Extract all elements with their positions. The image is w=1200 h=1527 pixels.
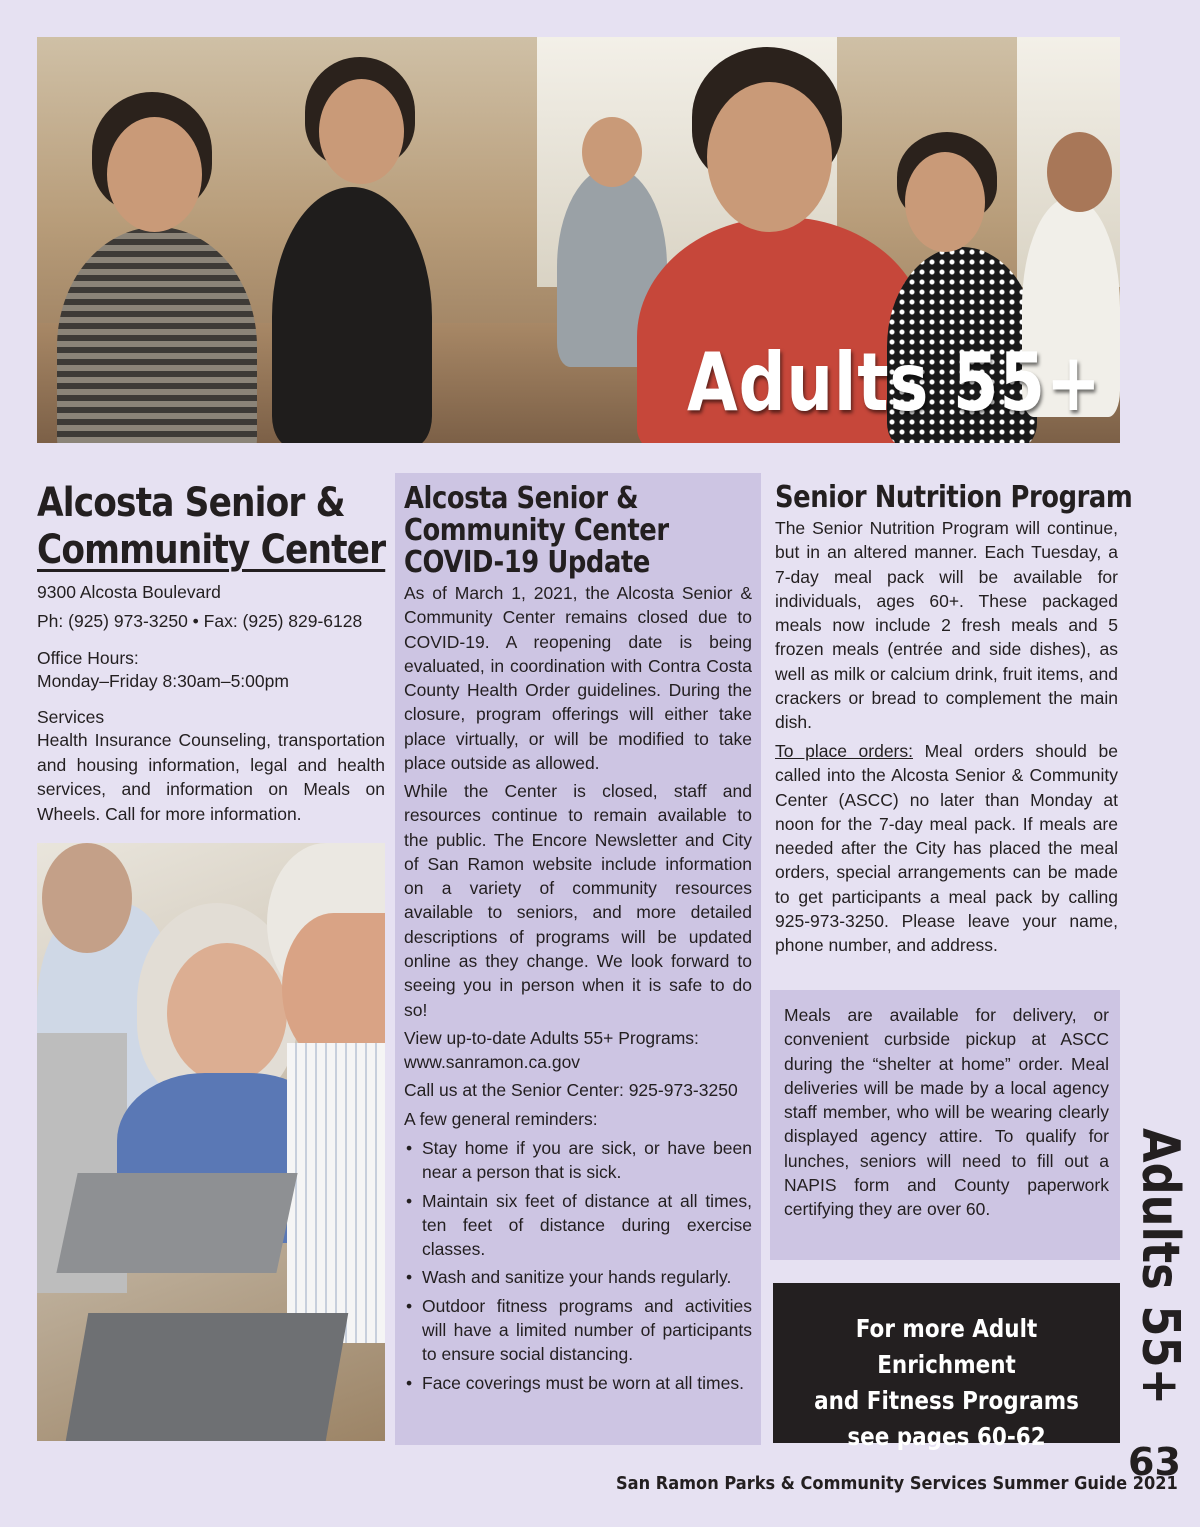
seniors-laptop-photo [37, 843, 385, 1441]
center-phone-fax: Ph: (925) 973-3250 • Fax: (925) 829-6128 [37, 611, 363, 631]
section-side-tab [1128, 1128, 1198, 1406]
list-item: • Maintain six feet of distance at all times, ten feet of distance during exercise classes. [404, 1189, 752, 1262]
covid-title-line2: Community Center [404, 513, 669, 548]
office-hours-label: Office Hours: [37, 648, 139, 668]
center-title-line2: Community Center [37, 527, 386, 573]
covid-programs-link-text: View up-to-date Adults 55+ Programs: www.sanramon.ca.gov [404, 1028, 699, 1073]
hero-photo [37, 37, 1120, 443]
services-text: Health Insurance Counseling, transportation and housing information, legal and health services, and information on Meals on Wheels. Call for more information. [37, 730, 385, 824]
list-item: • Stay home if you are sick, or have been near a person that is sick. [404, 1136, 752, 1185]
side-tab-label: Adults 55+ [1130, 1128, 1190, 1406]
center-title-line1: Alcosta Senior & [37, 480, 345, 526]
center-address: 9300 Alcosta Boulevard [37, 582, 221, 602]
more-programs-callout [773, 1283, 1120, 1451]
orders-label: To place orders: [775, 741, 913, 761]
covid-title-line3: COVID-19 Update [404, 545, 650, 580]
services-label: Services [37, 707, 105, 727]
hero-title: Adults 55+ [687, 336, 1102, 429]
nutrition-title: Senior Nutrition Program [775, 480, 1133, 515]
callout-line3: see pages 60-62 [847, 1422, 1046, 1451]
nutrition-orders-paragraph [775, 739, 1118, 958]
list-item: • Wash and sanitize your hands regularly. [404, 1265, 752, 1289]
center-title [37, 480, 386, 574]
covid-paragraph-1: As of March 1, 2021, the Alcosta Senior & Community Center remains closed due to COVID-19. A reopening date is being evaluated, in coordination with Contra Costa County Health Order guidelines. During the closure, program offerings will either take place virtually, or will be modified to take place outside as allowed. [404, 583, 752, 774]
callout-line1: For more Adult Enrichment [855, 1314, 1038, 1379]
callout-line2: and Fitness Programs [814, 1386, 1079, 1415]
covid-title-line1: Alcosta Senior & [404, 481, 639, 516]
reminders-list [404, 1136, 752, 1399]
meals-delivery-text: Meals are available for delivery, or convenient curbside pickup at ASCC during the “shelter at home” order. Meal deliveries will be made by a local agency staff member, who will be wearing clearly displayed agency attire. To qualify for lunches, seniors will need to fill out a NAPIS form and County paperwork certifying they are over 60. [784, 1005, 1109, 1220]
page-number: 63 [1128, 1440, 1181, 1484]
footer-publication: San Ramon Parks & Community Services Summer Guide 2021 [616, 1473, 1178, 1494]
covid-update-title [404, 483, 714, 579]
covid-paragraph-2: While the Center is closed, staff and resources continue to remain available to the public. The Encore Newsletter and City of San Ramon website include information on a variety of community resources available to seniors, and more detailed descriptions of programs will be updated online as they change. We look forward to seeing you in person when it is safe to do so! [404, 781, 752, 1020]
list-item: • Face coverings must be worn at all times. [404, 1371, 752, 1395]
office-hours: Monday–Friday 8:30am–5:00pm [37, 671, 289, 691]
list-item: • Outdoor fitness programs and activities will have a limited number of participants to ensure social distancing. [404, 1294, 752, 1367]
nutrition-paragraph-1: The Senior Nutrition Program will continue, but in an altered manner. Each Tuesday, a 7-day meal pack will be available for individuals, ages 60+. These packaged meals now include 2 fresh meals and 5 frozen meals (entrée and side dishes), as well as milk or calcium drink, fruit items, and crackers or bread to complement the main dish. [775, 518, 1118, 733]
covid-reminders-intro: A few general reminders: [404, 1109, 598, 1129]
orders-text: Meal orders should be called into the Alcosta Senior & Community Center (ASCC) no later than Monday at noon for the 7-day meal pack. If meals are needed after the City has placed the meal orders, special arrangements can be made to get participants a meal pack by calling 925-973-3250. Please leave your name, phone number, and address. [775, 741, 1118, 956]
covid-phone: Call us at the Senior Center: 925-973-3250 [404, 1080, 738, 1100]
